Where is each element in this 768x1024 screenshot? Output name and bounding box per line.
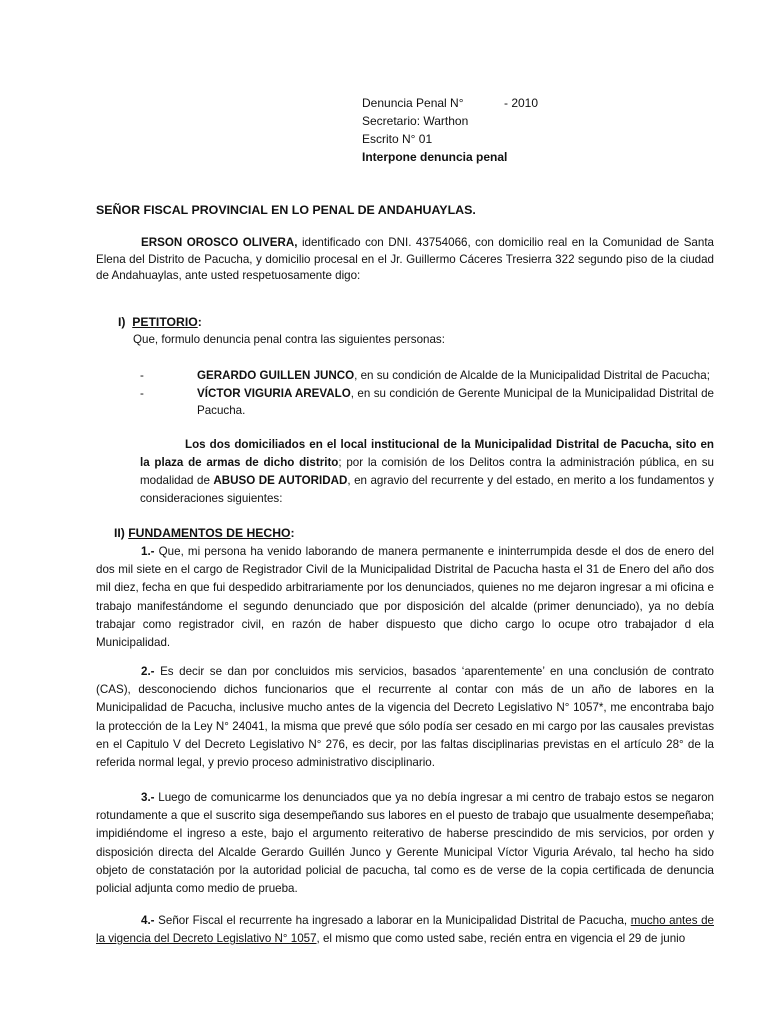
defendant-item-1-content xyxy=(197,367,714,384)
fundamento-1 xyxy=(96,543,714,652)
fundamento-1-number: 1.- xyxy=(141,545,155,558)
fundamento-4-underlined: mucho antes de la vigencia del Decreto Legislativo N° 1057 xyxy=(96,914,714,946)
domicile-text xyxy=(140,436,714,508)
fundamento-2-text: Es decir se dan por concluidos mis servicios, basados ‘aparentemente’ en una conclusión de contrato (CAS), desconociendo dichos funcionarios que el recurrente al contar con más de un año de labores en la Municipalidad de Pacucha, inclusive mucho antes de la vigencia del Decreto Legislativo N° 1057*, me encontraba bajo la protección de la Ley N° 24041, la misma que prevé que sólo podía ser cesado en mi cargo por las causales previstas en el Capitulo V del Decreto Legislativo N° 276, es decir, por las faltas disciplinarias previstas en el artículo 28° de la referida normal legal, y previo proceso administrativo disciplinario. xyxy=(96,665,714,770)
domicile-bold: Los dos domiciliados en el local institucional de la Municipalidad Distrital de Pacucha, sito en la plaza de armas de dicho distrito xyxy=(140,438,714,469)
defendant-2-name: VÍCTOR VIGURIA AREVALO xyxy=(197,387,351,400)
section-fundamentos-numeral: II) xyxy=(114,526,125,540)
fundamento-4-text-1: Señor Fiscal el recurrente ha ingresado a laborar en la Municipalidad Distrital de Pacucha, xyxy=(154,914,631,927)
section-fundamentos-title: FUNDAMENTOS DE HECHO xyxy=(128,526,291,540)
section-petitorio-title: PETITORIO xyxy=(132,315,198,329)
domicile-paragraph xyxy=(140,436,714,508)
fundamento-3-number: 3.- xyxy=(141,791,155,804)
filing-title: Interpone denuncia penal xyxy=(362,150,508,164)
defendant-1-name: GERARDO GUILLEN JUNCO xyxy=(197,369,355,382)
list-dash: - xyxy=(140,387,144,400)
petitorio-intro: Que, formulo denuncia penal contra las siguientes personas: xyxy=(133,333,445,346)
offense-name: ABUSO DE AUTORIDAD xyxy=(213,474,348,487)
case-number-label: Denuncia Penal N° xyxy=(362,96,464,110)
case-header xyxy=(362,94,622,166)
defendant-2-role: , en su condición de Gerente Municipal de la Municipalidad Distrital de Pacucha. xyxy=(197,387,714,417)
complainant-name: ERSON OROSCO OLIVERA, xyxy=(141,236,298,249)
fundamento-3-text: Luego de comunicarme los denunciados que ya no debía ingresar a mi centro de trabajo estos se negaron rotundamente a que el suscrito siga desempeñando sus labores en el puesto de trabajo que usualmente desempeñaba; impidiéndome el ingreso a este, bajo el argumento reiterativo de haberse prescindido de mis servicios, por orden y disposición directa del Alcalde Gerardo Guillén Junco y Gerente Municipal Víctor Viguria Arévalo, tal hecho ha sido objeto de constatación por la autoridad policial de pacucha, tal como es de verse de la copia certificada de denuncia policial adjunta como medio de prueba. xyxy=(96,791,714,896)
defendant-item-2-content xyxy=(197,385,714,419)
fundamento-2 xyxy=(96,663,714,772)
fundamento-4-number: 4.- xyxy=(141,914,155,927)
intro-paragraph xyxy=(96,235,714,285)
section-fundamentos-colon: : xyxy=(290,526,295,540)
addressee-heading: SEÑOR FISCAL PROVINCIAL EN LO PENAL DE ANDAHUAYLAS. xyxy=(96,203,476,217)
section-petitorio-colon: : xyxy=(197,315,202,329)
intro-text: identificado con DNI. 43754066, con domicilio real en la Comunidad de Santa Elena del Distrito de Pacucha, y domicilio procesal en el Jr. Guillermo Cáceres Tresierra 322 segundo piso de la ciudad de Andahuaylas, ante usted respetuosamente digo: xyxy=(96,236,714,283)
fundamento-4 xyxy=(96,912,714,948)
fundamento-3 xyxy=(96,789,714,898)
fundamento-2-number: 2.- xyxy=(141,665,155,678)
domicile-text-2: , en agravio del recurrente y del estado, en merito a los fundamentos y consideraciones siguientes: xyxy=(140,474,714,505)
section-fundamentos-heading xyxy=(114,526,295,540)
fundamento-1-text: Que, mi persona ha venido laborando de manera permanente e ininterrumpida desde el dos de enero del dos mil siete en el cargo de Registrador Civil de la Municipalidad Distrital de Pacucha hasta el 31 de Enero del año dos mil diez, fecha en que fui despedido arbitrariamente por los denunciados, quienes no me dejaron ingresar a mi oficina e trabajo manifestándome el segundo denunciado que por disposición del alcalde (primer denunciado), ya no debía trabajar como registrador civil, en razón de haber dispuesto que dicho cargo lo ocupe otro trabajador d ela Municipalidad. xyxy=(96,545,714,650)
section-petitorio-heading xyxy=(118,315,202,329)
fundamento-4-text-2: , el mismo que como usted sabe, recién entra en vigencia el 29 de junio xyxy=(316,932,686,946)
case-number-year: - 2010 xyxy=(504,96,539,110)
defendant-1-role: , en su condición de Alcalde de la Municipalidad Distrital de Pacucha; xyxy=(354,369,710,382)
filing-number-line: Escrito N° 01 xyxy=(362,132,433,146)
domicile-text-1: ; por la comisión de los Delitos contra la administración pública, en su modalidad de xyxy=(140,456,715,487)
secretary-line: Secretario: Warthon xyxy=(362,114,469,128)
case-number-line xyxy=(362,94,622,112)
section-petitorio-numeral: I) xyxy=(118,315,126,329)
list-dash: - xyxy=(140,369,144,382)
